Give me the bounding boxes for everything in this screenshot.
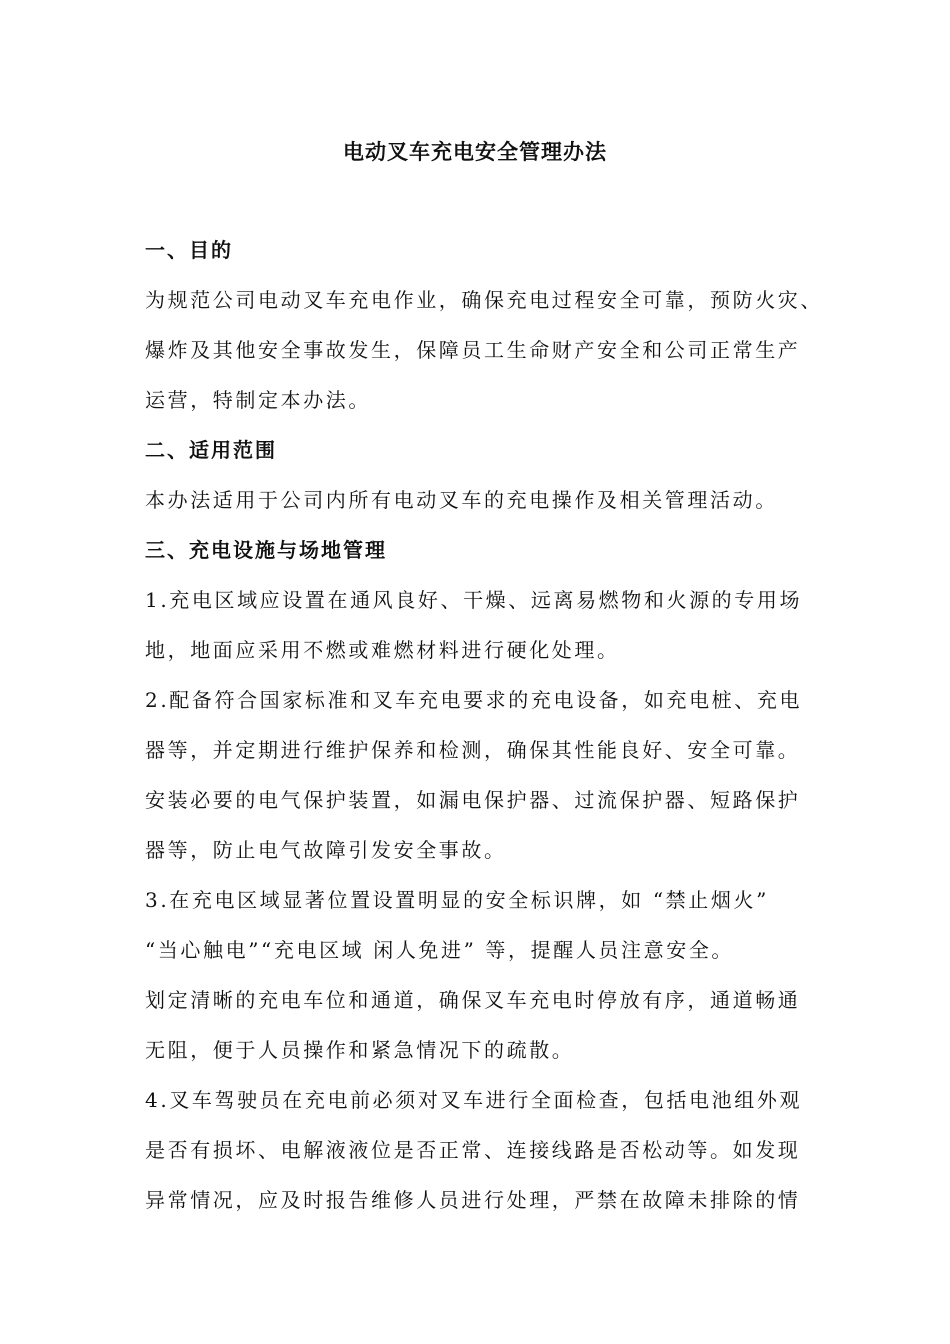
- paragraph-line: 划定清晰的充电车位和通道，确保叉车充电时停放有序，通道畅通: [145, 988, 801, 1012]
- paragraph-line: 异常情况，应及时报告维修人员进行处理，严禁在故障未排除的情: [145, 1188, 801, 1212]
- paragraph-line: 为规范公司电动叉车充电作业，确保充电过程安全可靠，预防火灾、: [145, 288, 823, 312]
- paragraph-line: 2.配备符合国家标准和叉车充电要求的充电设备，如充电桩、充电: [145, 688, 803, 712]
- document-title: 电动叉车充电安全管理办法: [343, 140, 607, 164]
- paragraph-line: 地，地面应采用不燃或难燃材料进行硬化处理。: [145, 638, 620, 662]
- paragraph-line: 安装必要的电气保护装置，如漏电保护器、过流保护器、短路保护: [145, 788, 801, 812]
- paragraph-line: 1.充电区域应设置在通风良好、干燥、远离易燃物和火源的专用场: [145, 588, 803, 612]
- section-heading-facilities: 三、充电设施与场地管理: [145, 538, 387, 562]
- paragraph-line: 器等，防止电气故障引发安全事故。: [145, 838, 507, 862]
- paragraph-line: 无阻，便于人员操作和紧急情况下的疏散。: [145, 1038, 575, 1062]
- section-heading-scope: 二、适用范围: [145, 438, 277, 462]
- paragraph-line: 爆炸及其他安全事故发生，保障员工生命财产安全和公司正常生产: [145, 338, 801, 362]
- paragraph-line: 本办法适用于公司内所有电动叉车的充电操作及相关管理活动。: [145, 488, 778, 512]
- paragraph-line: 4.叉车驾驶员在充电前必须对叉车进行全面检查，包括电池组外观: [145, 1088, 803, 1112]
- paragraph-line: 是否有损坏、电解液液位是否正常、连接线路是否松动等。如发现: [145, 1138, 801, 1162]
- paragraph-line: “当心触电”“充电区域 闲人免进” 等，提醒人员注意安全。: [145, 938, 735, 962]
- section-heading-purpose: 一、目的: [145, 238, 233, 262]
- paragraph-line: 运营，特制定本办法。: [145, 388, 371, 412]
- paragraph-line: 3.在充电区域显著位置设置明显的安全标识牌，如 “禁止烟火”: [145, 888, 769, 912]
- paragraph-line: 器等，并定期进行维护保养和检测，确保其性能良好、安全可靠。: [145, 738, 801, 762]
